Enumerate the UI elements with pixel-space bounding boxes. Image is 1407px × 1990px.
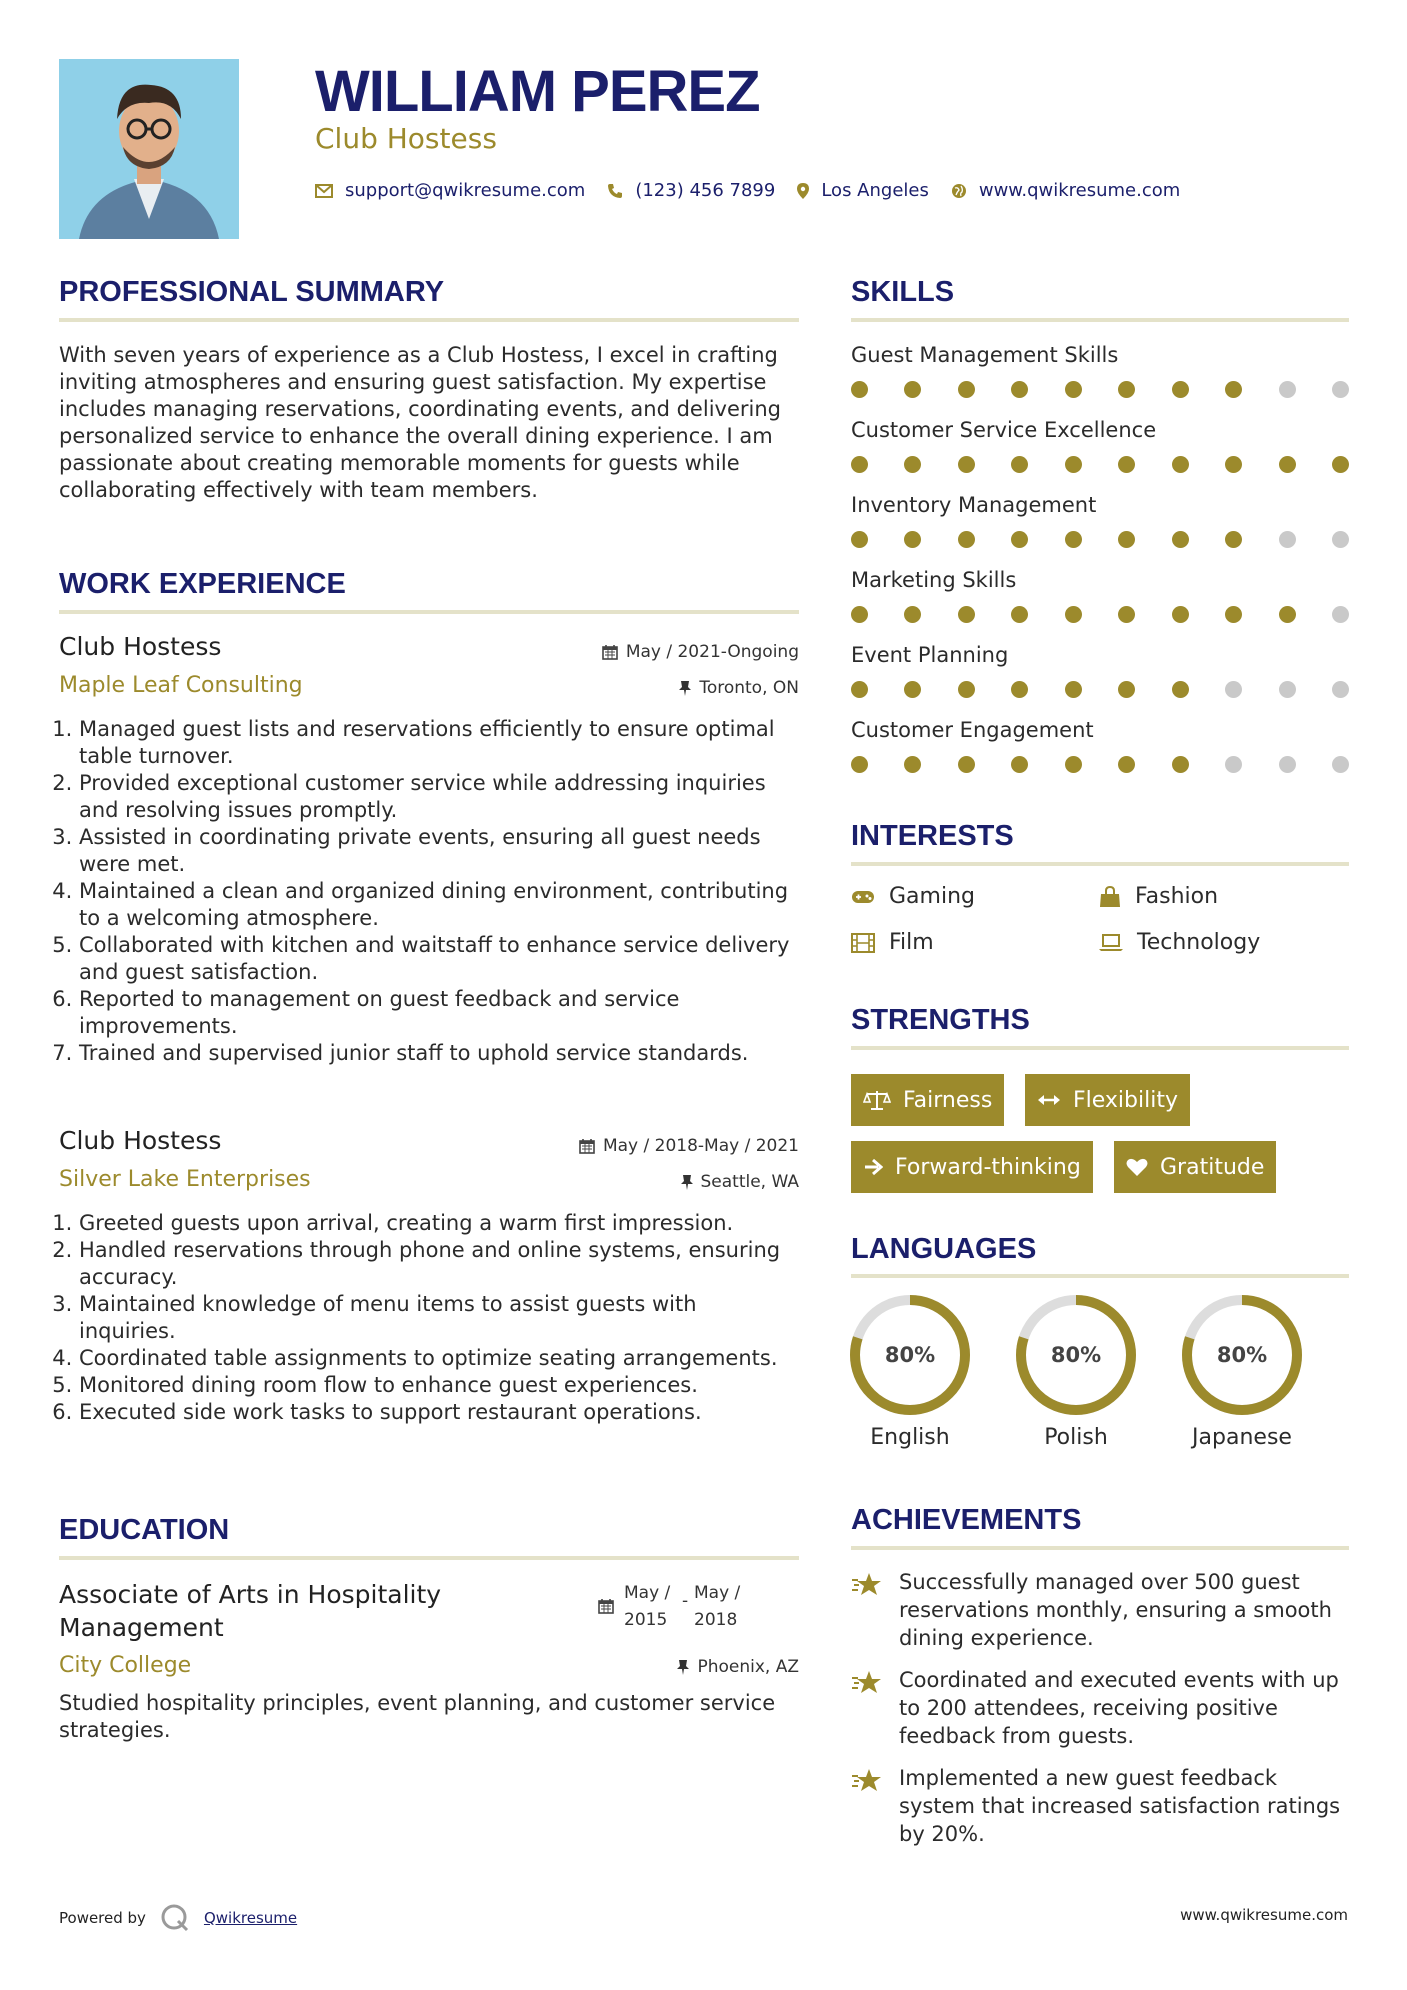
language-name: English (870, 1425, 950, 1450)
job-1-title: Club Hostess (59, 632, 222, 661)
achievement-item (851, 1568, 1349, 1652)
job-2-duties (59, 1210, 799, 1426)
envelope-icon (315, 184, 333, 198)
skill-dot-filled (1172, 756, 1189, 773)
skill-dot-filled (1118, 606, 1135, 623)
job-1-location-text: Toronto, ON (699, 678, 799, 698)
map-marker-icon (797, 183, 809, 199)
experience-heading: WORK EXPERIENCE (59, 568, 346, 600)
skill-dot-filled (851, 381, 868, 398)
skill-dot-filled (958, 756, 975, 773)
strengths-divider (851, 1046, 1349, 1050)
language-percent: 80% (884, 1343, 936, 1367)
education-end-year: 2018 (694, 1610, 738, 1630)
job-1-company: Maple Leaf Consulting (59, 673, 303, 698)
education-heading: EDUCATION (59, 1514, 230, 1546)
skill-dot-filled (851, 531, 868, 548)
education-dates (598, 1580, 740, 1634)
skill-name: Marketing Skills (851, 568, 1017, 592)
skill-dot-filled (1011, 381, 1028, 398)
skill-dot-empty (1332, 531, 1349, 548)
pin-icon (681, 1174, 693, 1190)
achievement-text: Successfully managed over 500 guest reservations monthly, ensuring a smooth dining experience. (899, 1570, 1332, 1650)
strength-label: Gratitude (1160, 1154, 1265, 1180)
list-item: 1. Greeted guests upon arrival, creating a warm first impression. (79, 1210, 799, 1237)
qwikresume-logo-icon (160, 1903, 190, 1933)
languages-divider (851, 1274, 1349, 1278)
skill-dot-filled (904, 381, 921, 398)
degree-line-2: Management (59, 1613, 224, 1642)
school-name: City College (59, 1653, 192, 1678)
skill-dot-filled (1065, 531, 1082, 548)
strength-tag-gratitude (1114, 1141, 1276, 1193)
list-item: 4. Coordinated table assignments to optimize seating arrangements. (79, 1345, 799, 1372)
achievement-item (851, 1764, 1349, 1848)
strengths-heading: STRENGTHS (851, 1004, 1030, 1036)
achievement-item (851, 1666, 1349, 1750)
skill-dot-filled (1118, 531, 1135, 548)
date-separator: - (682, 1591, 689, 1611)
skill-dot-empty (1279, 531, 1296, 548)
job-2-location-text: Seattle, WA (700, 1172, 799, 1192)
skill-dot-filled (1011, 756, 1028, 773)
job-1-dates-text: May / 2021-Ongoing (625, 642, 799, 662)
candidate-name: WILLIAM PEREZ (315, 59, 760, 124)
job-1-location (679, 678, 799, 698)
strength-label: Fairness (903, 1087, 993, 1113)
language-japanese (1180, 1293, 1304, 1450)
list-item: 5. Monitored dining room flow to enhance guest experiences. (79, 1372, 799, 1399)
calendar-icon (598, 1598, 614, 1614)
skill-dot-filled (1011, 606, 1028, 623)
skill-rating (851, 456, 1349, 474)
gamepad-icon (851, 889, 875, 905)
skill-rating (851, 531, 1349, 549)
contact-bar (315, 180, 1202, 201)
skill-dot-filled (1172, 681, 1189, 698)
language-percent: 80% (1050, 1343, 1102, 1367)
skill-dot-filled (851, 756, 868, 773)
skill-dot-filled (1011, 681, 1028, 698)
language-name: Japanese (1192, 1425, 1292, 1450)
skill-dot-empty (1279, 381, 1296, 398)
skill-dot-filled (1225, 456, 1242, 473)
candidate-title: Club Hostess (315, 122, 497, 155)
skill-dot-empty (1279, 756, 1296, 773)
list-item: 4. Maintained a clean and organized dining environment, contributing to a welcoming atmosphere. (79, 878, 799, 932)
education-start-year: 2015 (624, 1610, 668, 1630)
interest-label: Fashion (1135, 884, 1219, 909)
skills-divider (851, 318, 1349, 322)
education-divider (59, 1556, 799, 1560)
skill-name: Event Planning (851, 643, 1009, 667)
education-end (694, 1580, 740, 1634)
list-item: 1. Managed guest lists and reservations efficiently to ensure optimal table turnover. (79, 716, 799, 770)
language-percent: 80% (1216, 1343, 1268, 1367)
skill-dot-filled (1172, 531, 1189, 548)
interest-technology (1099, 930, 1260, 955)
laptop-icon (1099, 934, 1123, 952)
skill-dot-filled (1172, 381, 1189, 398)
achievement-text: Implemented a new guest feedback system that increased satisfaction ratings by 20%. (899, 1766, 1341, 1846)
pin-icon (679, 680, 691, 696)
language-polish (1014, 1293, 1138, 1450)
skill-dot-filled (904, 756, 921, 773)
list-item: 6. Executed side work tasks to support restaurant operations. (79, 1399, 799, 1426)
skill-dot-filled (1225, 531, 1242, 548)
language-english (848, 1293, 972, 1450)
location-text: Los Angeles (821, 180, 929, 201)
interest-fashion (1099, 884, 1218, 909)
skill-dot-filled (1118, 381, 1135, 398)
skill-name: Guest Management Skills (851, 343, 1119, 367)
skill-dot-filled (1065, 681, 1082, 698)
calendar-icon (602, 644, 618, 660)
skill-dot-filled (958, 681, 975, 698)
skill-dot-filled (1118, 681, 1135, 698)
skill-rating (851, 381, 1349, 399)
contact-location (797, 180, 929, 201)
skill-dot-filled (1279, 606, 1296, 623)
website-text: www.qwikresume.com (978, 180, 1181, 201)
phone-icon (607, 183, 623, 199)
list-item: 3. Assisted in coordinating private events, ensuring all guest needs were met. (79, 824, 799, 878)
education-end-month: May / (694, 1583, 741, 1603)
contact-email[interactable] (315, 180, 585, 201)
job-2-dates-text: May / 2018-May / 2021 (602, 1136, 799, 1156)
heart-icon (1126, 1157, 1148, 1177)
interests-heading: INTERESTS (851, 820, 1014, 852)
skill-dot-filled (1065, 606, 1082, 623)
skill-dot-filled (958, 456, 975, 473)
list-item: 5. Collaborated with kitchen and waitstaff to enhance service delivery and guest satisfaction. (79, 932, 799, 986)
experience-divider (59, 610, 799, 614)
skill-dot-filled (1172, 456, 1189, 473)
job-1-dates (602, 642, 799, 662)
education-location (677, 1657, 799, 1677)
skill-dot-empty (1332, 606, 1349, 623)
job-2-location (681, 1172, 800, 1192)
footer-site[interactable]: www.qwikresume.com (1180, 1906, 1348, 1924)
skill-dot-empty (1225, 756, 1242, 773)
star-icon (851, 1572, 883, 1598)
skill-dot-filled (1225, 606, 1242, 623)
skill-name: Inventory Management (851, 493, 1097, 517)
pin-icon (677, 1659, 689, 1675)
calendar-icon (579, 1138, 595, 1154)
balance-scale-icon (863, 1089, 891, 1111)
skill-dot-filled (851, 606, 868, 623)
email-text: support@qwikresume.com (345, 180, 586, 201)
job-1-duties (59, 716, 799, 1067)
interest-film (851, 930, 934, 955)
skill-dot-empty (1332, 756, 1349, 773)
powered-by-label: Powered by (59, 1909, 146, 1927)
profile-photo (59, 59, 239, 239)
skill-rating (851, 606, 1349, 624)
strength-label: Forward-thinking (895, 1154, 1081, 1180)
skill-dot-filled (851, 681, 868, 698)
interests-divider (851, 862, 1349, 866)
skill-dot-filled (1065, 456, 1082, 473)
language-ring (848, 1293, 972, 1417)
skill-dot-filled (958, 531, 975, 548)
achievement-text: Coordinated and executed events with up to 200 attendees, receiving positive feedback from guests. (899, 1668, 1339, 1748)
education-start (624, 1580, 682, 1634)
summary-heading: PROFESSIONAL SUMMARY (59, 276, 445, 308)
film-icon (851, 933, 875, 953)
achievements-divider (851, 1546, 1349, 1550)
skill-dot-filled (1172, 606, 1189, 623)
skills-heading: SKILLS (851, 276, 955, 308)
skill-dot-filled (1118, 456, 1135, 473)
skill-name: Customer Service Excellence (851, 418, 1157, 442)
education-start-month: May / (624, 1583, 671, 1603)
globe-icon (951, 183, 967, 199)
list-item: 2. Provided exceptional customer service while addressing inquiries and resolving issues promptly. (79, 770, 799, 824)
skill-dot-filled (1011, 456, 1028, 473)
skill-dot-empty (1225, 681, 1242, 698)
arrow-right-icon (863, 1158, 883, 1176)
contact-website[interactable] (951, 180, 1180, 201)
job-2-title: Club Hostess (59, 1126, 222, 1155)
qwikresume-link[interactable]: Qwikresume (203, 1909, 298, 1927)
skill-dot-filled (851, 456, 868, 473)
skill-dot-filled (1118, 756, 1135, 773)
interest-label: Technology (1137, 930, 1261, 955)
skill-dot-filled (1065, 381, 1082, 398)
skill-dot-empty (1279, 681, 1296, 698)
skill-dot-filled (904, 456, 921, 473)
skill-dot-filled (958, 606, 975, 623)
list-item: 3. Maintained knowledge of menu items to assist guests with inquiries. (79, 1291, 799, 1345)
strength-label: Flexibility (1073, 1087, 1178, 1113)
summary-divider (59, 318, 799, 322)
shopping-bag-icon (1099, 886, 1121, 908)
skill-dot-filled (958, 381, 975, 398)
strength-tag-fairness (851, 1074, 1004, 1126)
contact-phone[interactable] (607, 180, 775, 201)
skill-rating (851, 681, 1349, 699)
interest-label: Film (889, 930, 934, 955)
skill-rating (851, 756, 1349, 774)
arrows-horizontal-icon (1037, 1093, 1061, 1107)
summary-text: With seven years of experience as a Club Hostess, I excel in crafting inviting atmospheres and ensuring guest satisfaction. My expertise includes managing reservations, coordinating events, and delivering personalized service to enhance the overall dining experience. I am passionate about creating memorable moments for guests while collaborating effectively with team members. (59, 343, 781, 502)
languages-heading: LANGUAGES (851, 1233, 1037, 1265)
skill-dot-filled (1279, 456, 1296, 473)
skill-dot-filled (1332, 456, 1349, 473)
job-2-company: Silver Lake Enterprises (59, 1167, 311, 1192)
skill-name: Customer Engagement (851, 718, 1094, 742)
skill-dot-filled (1225, 381, 1242, 398)
education-description: Studied hospitality principles, event planning, and customer service strategies. (59, 1691, 776, 1742)
skill-dot-filled (1011, 531, 1028, 548)
list-item: 7. Trained and supervised junior staff to uphold service standards. (79, 1040, 799, 1067)
phone-text: (123) 456 7899 (635, 180, 776, 201)
degree-title (59, 1578, 441, 1644)
degree-line-1: Associate of Arts in Hospitality (59, 1580, 442, 1609)
achievements-heading: ACHIEVEMENTS (851, 1504, 1082, 1536)
language-ring (1180, 1293, 1304, 1417)
interest-gaming (851, 884, 975, 909)
language-name: Polish (1044, 1425, 1108, 1450)
star-icon (851, 1768, 883, 1794)
interest-label: Gaming (889, 884, 975, 909)
star-icon (851, 1670, 883, 1696)
strength-tag-flexibility (1025, 1074, 1190, 1126)
language-ring (1014, 1293, 1138, 1417)
list-item: 2. Handled reservations through phone and online systems, ensuring accuracy. (79, 1237, 799, 1291)
skill-dot-filled (904, 681, 921, 698)
job-2-dates (579, 1136, 799, 1156)
skill-dot-filled (904, 606, 921, 623)
education-location-text: Phoenix, AZ (697, 1657, 799, 1677)
skill-dot-empty (1332, 681, 1349, 698)
strength-tag-forward-thinking (851, 1141, 1093, 1193)
skill-dot-empty (1332, 381, 1349, 398)
skill-dot-filled (904, 531, 921, 548)
footer-powered-by (59, 1903, 297, 1933)
skill-dot-filled (1065, 756, 1082, 773)
list-item: 6. Reported to management on guest feedback and service improvements. (79, 986, 799, 1040)
